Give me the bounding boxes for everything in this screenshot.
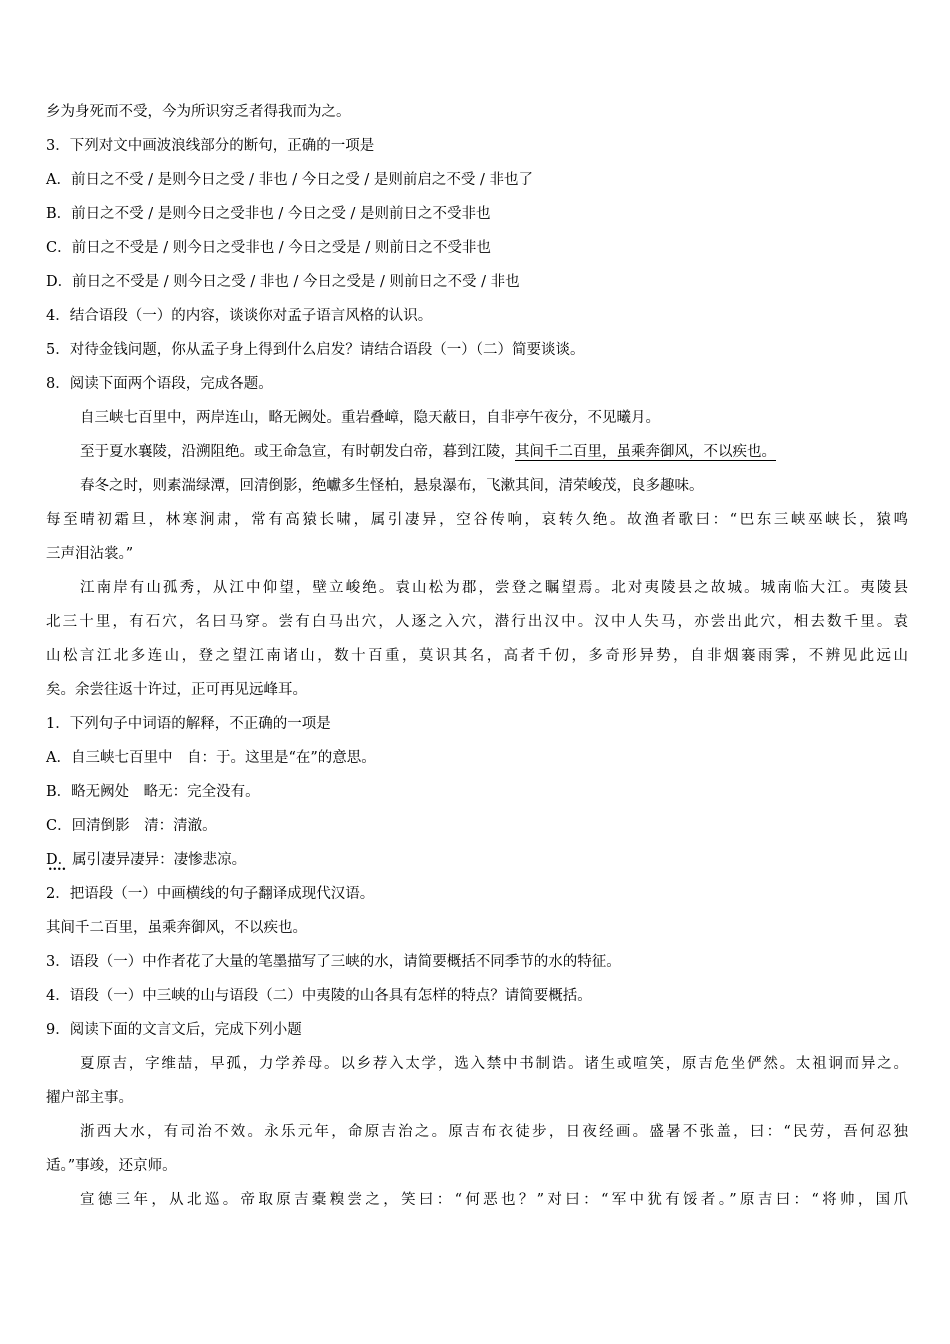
question-3-stem: 3．下列对文中画波浪线部分的断句，正确的一项是 [46,138,375,154]
passage-line: 自三峡七百里中，两岸连山，略无阙处。重岩叠嶂，隐天蔽日，自非亭午夜分，不见曦月。 [80,410,660,426]
passage-line: 浙西大水，有司治不效。永乐元年，命原吉治之。原吉布衣徒步，日夜经画。盛暑不张盖，曰：“民劳，吾何忍独 [80,1124,908,1140]
passage-line: 春冬之时，则素湍绿潭，回清倒影，绝巘多生怪柏，悬泉瀑布，飞漱其间，清荣峻茂，良多趣味。 [80,478,704,494]
passage-line: 夏原吉，字维喆，早孤，力学养母。以乡荐入太学，选入禁中书制诰。诸生或喧笑，原吉危坐俨然。太祖诇而异之。 [80,1056,908,1072]
question-1-stem: 1．下列句子中词语的解释，不正确的一项是 [46,716,331,732]
option-c: C．回清倒影 清：清澈。 [46,818,217,834]
passage-line: 宣德三年，从北巡。帝取原吉橐糗尝之，笑曰：“何恶也？”对曰：“军中犹有馁者。”原吉曰：“将帅，国爪 [80,1192,908,1208]
passage-line [80,442,776,462]
option-b: B．略无阙处 略无：完全没有。 [46,784,260,800]
question-3: 3．语段（一）中作者花了大量的笔墨描写了三峡的水，请简要概括不同季节的水的特征。 [46,954,621,970]
option-d: D．前日之不受是 / 则今日之受 / 非也 / 今日之受是 / 则前日之不受 / 非也 [46,274,520,290]
passage-line: 适。”事竣，还京师。 [46,1158,177,1174]
option-d [46,850,246,870]
passage-line: 三声泪沾裳。” [46,546,134,562]
passage-line: 每至晴初霜旦，林寒涧肃，常有高猿长啸，属引凄异，空谷传响，哀转久绝。故渔者歌曰：“巴东三峡巫峡长，猿鸣 [46,512,908,528]
option-a: A．自三峡七百里中 自：于。这里是“在”的意思。 [46,750,376,766]
option-c: C．前日之不受是 / 则今日之受非也 / 今日之受是 / 则前日之不受非也 [46,240,491,256]
passage-line: 擢户部主事。 [46,1090,133,1106]
underlined-sentence: 其间千二百里，虽乘奔御风，不以疾也。 [515,444,776,460]
passage-text: 至于夏水襄陵，沿溯阻绝。或王命急宣，有时朝发白帝，暮到江陵， [80,444,515,460]
section-9-heading: 9．阅读下面的文言文后，完成下列小题 [46,1022,302,1038]
section-8-heading: 8．阅读下面两个语段，完成各题。 [46,376,273,392]
question-4: 4．结合语段（一）的内容，谈谈你对孟子语言风格的认识。 [46,308,433,324]
passage-line: 矣。余尝往返十许过，正可再见远峰耳。 [46,682,307,698]
question-2-sentence: 其间千二百里，虽乘奔御风，不以疾也。 [46,920,307,936]
option-d-gloss: 凄异：凄惨悲凉。 [130,852,247,868]
question-4: 4．语段（一）中三峡的山与语段（二）中夷陵的山各具有怎样的特点？请简要概括。 [46,988,592,1004]
passage-line: 江南岸有山孤秀，从江中仰望，壁立峻绝。袁山松为郡，尝登之瞩望焉。北对夷陵县之故城。城南临大江。夷陵县 [80,580,908,596]
question-5: 5．对待金钱问题，你从孟子身上得到什么启发？请结合语段（一）（二）简要谈谈。 [46,342,585,358]
option-b: B．前日之不受 / 是则今日之受非也 / 今日之受 / 是则前日之不受非也 [46,206,491,222]
dotted-term: D．属引凄异 .... [46,850,130,870]
option-a: A．前日之不受 / 是则今日之受 / 非也 / 今日之受 / 是则前启之不受 / 非也了 [46,172,533,188]
passage-line: 北三十里，有石穴，名曰马穿。尝有白马出穴，人逐之入穴，潜行出汉中。汉中人失马，亦尝出此穴，相去数千里。袁 [46,614,908,630]
passage-line: 山松言江北多连山，登之望江南诸山，数十百重，莫识其名，高者千仞，多奇形异势，自非烟褰雨霁，不辨见此远山 [46,648,908,664]
text-line: 乡为身死而不受，今为所识穷乏者得我而为之。 [46,104,351,120]
question-2: 2．把语段（一）中画横线的句子翻译成现代汉语。 [46,886,375,902]
